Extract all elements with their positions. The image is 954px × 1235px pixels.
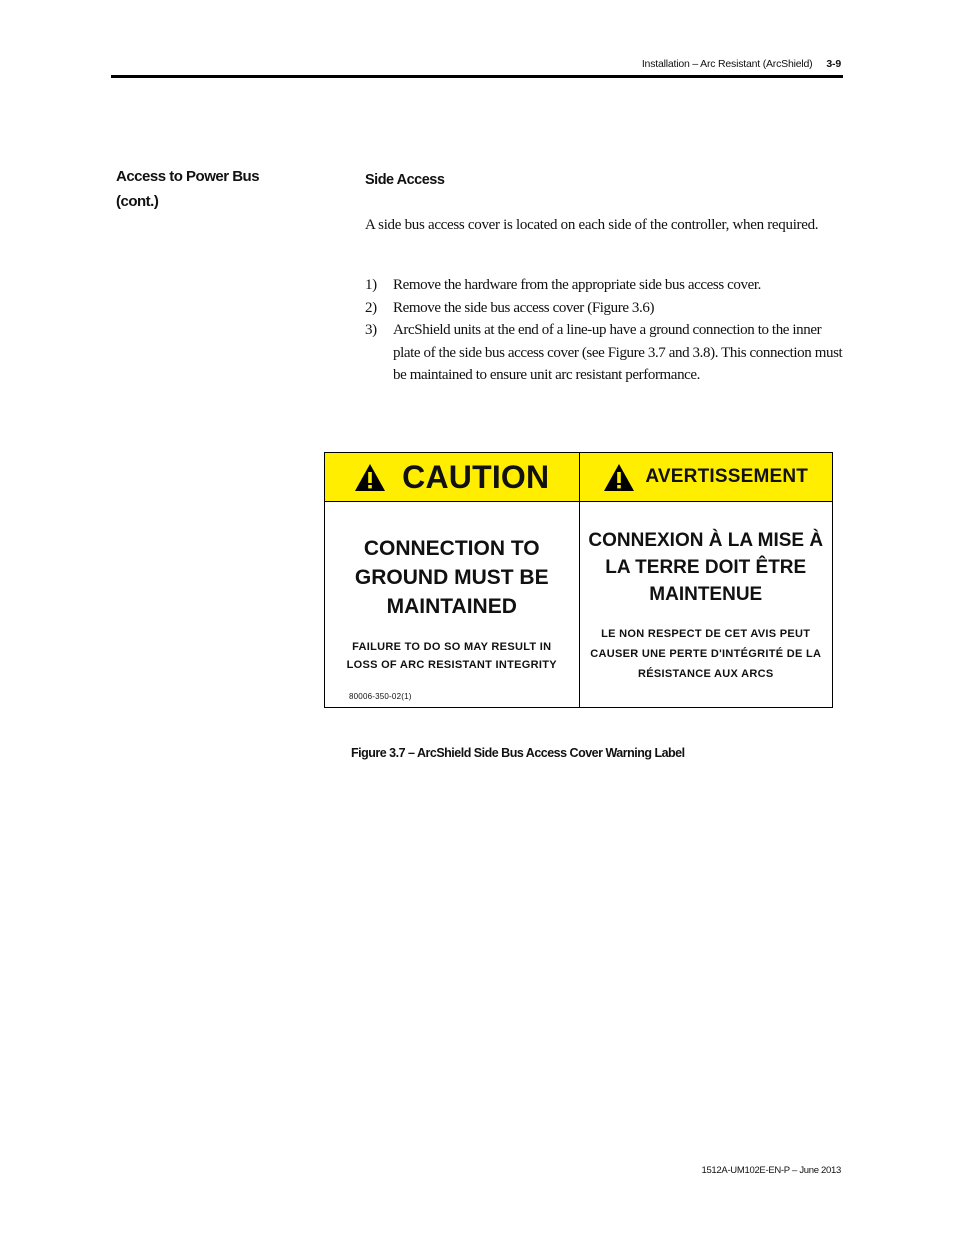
caution-band <box>325 453 579 502</box>
warning-triangle-icon <box>354 463 386 492</box>
label-english-panel <box>325 453 579 707</box>
publication-footer: 1512A-UM102E-EN-P – June 2013 <box>701 1165 841 1176</box>
message-line: LA TERRE DOIT ÊTRE <box>605 557 807 578</box>
page-number: 3-9 <box>826 58 841 70</box>
step-text: Remove the side bus access cover (Figure 3.6) <box>393 299 655 316</box>
list-item <box>365 274 845 297</box>
step-number: 2) <box>365 299 377 316</box>
step-number: 3) <box>365 322 377 338</box>
warning-label-figure <box>324 452 833 708</box>
running-header <box>642 58 841 70</box>
header-rule <box>111 75 843 78</box>
detail-french <box>580 624 833 684</box>
list-item <box>365 297 845 320</box>
detail-line: LOSS OF ARC RESISTANT INTEGRITY <box>346 659 557 671</box>
step-text: ArcShield units at the end of a line-up have a ground connection to the inner plate of the side bus access cover (see Figure 3.7 and 3.8). This connection must be maintained to ensure unit arc resistant performance. <box>393 322 843 383</box>
message-french <box>580 527 833 608</box>
step-number: 1) <box>365 277 377 293</box>
avertissement-band <box>580 453 833 502</box>
message-line: CONNECTION TO <box>363 537 540 560</box>
message-english <box>325 534 579 621</box>
detail-line: RÉSISTANCE AUX ARCS <box>638 668 774 680</box>
signal-word-avertissement: AVERTISSEMENT <box>645 466 809 487</box>
signal-word-caution: CAUTION <box>402 458 550 495</box>
detail-line: LE NON RESPECT DE CET AVIS PEUT <box>601 628 811 640</box>
detail-english <box>325 638 579 674</box>
message-line: MAINTAINED <box>386 595 517 618</box>
running-header-title: Installation – Arc Resistant (ArcShield) <box>641 58 813 70</box>
subsection-title: Side Access <box>365 172 445 188</box>
message-line: GROUND MUST BE <box>354 566 549 589</box>
section-title <box>116 164 276 214</box>
message-line: MAINTENUE <box>649 584 763 605</box>
section-title-line: Access to Power Bus <box>116 168 260 185</box>
intro-paragraph: A side bus access cover is located on each side of the controller, when required. <box>365 217 819 233</box>
message-line: CONNEXION À LA MISE À <box>588 530 824 551</box>
label-english-body <box>325 502 579 707</box>
list-item <box>365 319 845 387</box>
warning-triangle-icon <box>603 463 635 492</box>
label-part-number: 80006-350-02(1) <box>349 692 412 701</box>
label-french-body <box>580 502 833 707</box>
figure-caption: Figure 3.7 – ArcShield Side Bus Access Cover Warning Label <box>351 746 685 760</box>
detail-line: CAUSER UNE PERTE D'INTÉGRITÉ DE LA <box>590 648 822 660</box>
step-text: Remove the hardware from the appropriate side bus access cover. <box>393 277 761 293</box>
label-french-panel <box>579 453 833 707</box>
section-title-line: (cont.) <box>116 193 159 210</box>
steps-list <box>365 274 845 387</box>
detail-line: FAILURE TO DO SO MAY RESULT IN <box>352 641 552 653</box>
